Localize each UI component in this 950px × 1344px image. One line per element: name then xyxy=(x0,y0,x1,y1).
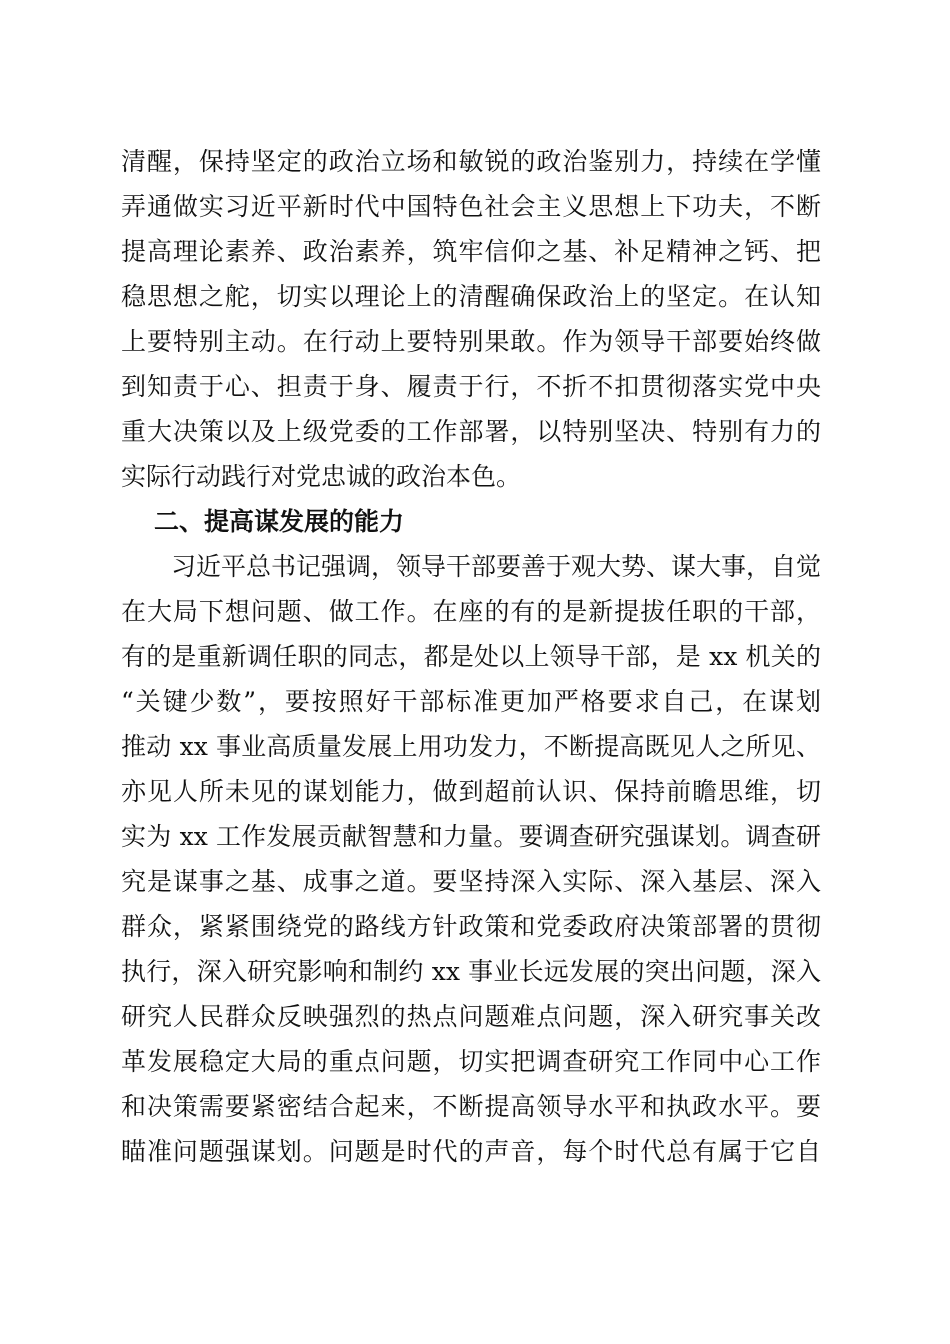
paragraph-2-line-4: “关键少数”，要按照好干部标准更加严格要求自己，在谋划 xyxy=(121,687,821,716)
paragraph-2-line-1: 习近平总书记强调，领导干部要善于观大势、谋大事，自觉 xyxy=(171,552,822,581)
paragraph-2-line-2: 在大局下想问题、做工作。在座的有的是新提拔任职的干部， xyxy=(121,597,821,626)
paragraph-1-line-5: 上要特别主动。在行动上要特别果敢。作为领导干部要始终做 xyxy=(121,327,821,356)
section-heading: 二、提高谋发展的能力 xyxy=(154,507,405,536)
paragraph-1-line-8: 实际行动践行对党忠诚的政治本色。 xyxy=(121,462,522,491)
paragraph-2-line-13: 和决策需要紧密结合起来，不断提高领导水平和执政水平。要 xyxy=(121,1092,821,1121)
paragraph-2-line-3: 有的是重新调任职的同志，都是处以上领导干部，是 xx 机关的 xyxy=(121,642,821,671)
paragraph-2-line-8: 究是谋事之基、成事之道。要坚持深入实际、深入基层、深入 xyxy=(121,867,821,896)
paragraph-1-line-3: 提高理论素养、政治素养，筑牢信仰之基、补足精神之钙、把 xyxy=(121,237,821,266)
paragraph-2-line-7: 实为 xx 工作发展贡献智慧和力量。要调查研究强谋划。调查研 xyxy=(121,822,821,851)
paragraph-2-line-14: 瞄准问题强谋划。问题是时代的声音，每个时代总有属于它自 xyxy=(121,1137,821,1166)
paragraph-2-line-10: 执行，深入研究影响和制约 xx 事业长远发展的突出问题，深入 xyxy=(121,957,821,986)
paragraph-2-line-12: 革发展稳定大局的重点问题，切实把调查研究工作同中心工作 xyxy=(121,1047,821,1076)
paragraph-1-line-4: 稳思想之舵，切实以理论上的清醒确保政治上的坚定。在认知 xyxy=(121,282,821,311)
paragraph-2-line-6: 亦见人所未见的谋划能力，做到超前认识、保持前瞻思维，切 xyxy=(121,777,821,806)
paragraph-2-line-11: 研究人民群众反映强烈的热点问题难点问题，深入研究事关改 xyxy=(121,1002,821,1031)
paragraph-2-line-5: 推动 xx 事业高质量发展上用功发力，不断提高既见人之所见、 xyxy=(121,732,821,761)
paragraph-1-line-7: 重大决策以及上级党委的工作部署，以特别坚决、特别有力的 xyxy=(121,417,821,446)
paragraph-2-line-9: 群众，紧紧围绕党的路线方针政策和党委政府决策部署的贯彻 xyxy=(121,912,821,941)
paragraph-1-line-6: 到知责于心、担责于身、履责于行，不折不扣贯彻落实党中央 xyxy=(121,372,821,401)
paragraph-1-line-2: 弄通做实习近平新时代中国特色社会主义思想上下功夫，不断 xyxy=(121,192,821,221)
paragraph-1-line-1: 清醒，保持坚定的政治立场和敏锐的政治鉴别力，持续在学懂 xyxy=(121,147,821,176)
